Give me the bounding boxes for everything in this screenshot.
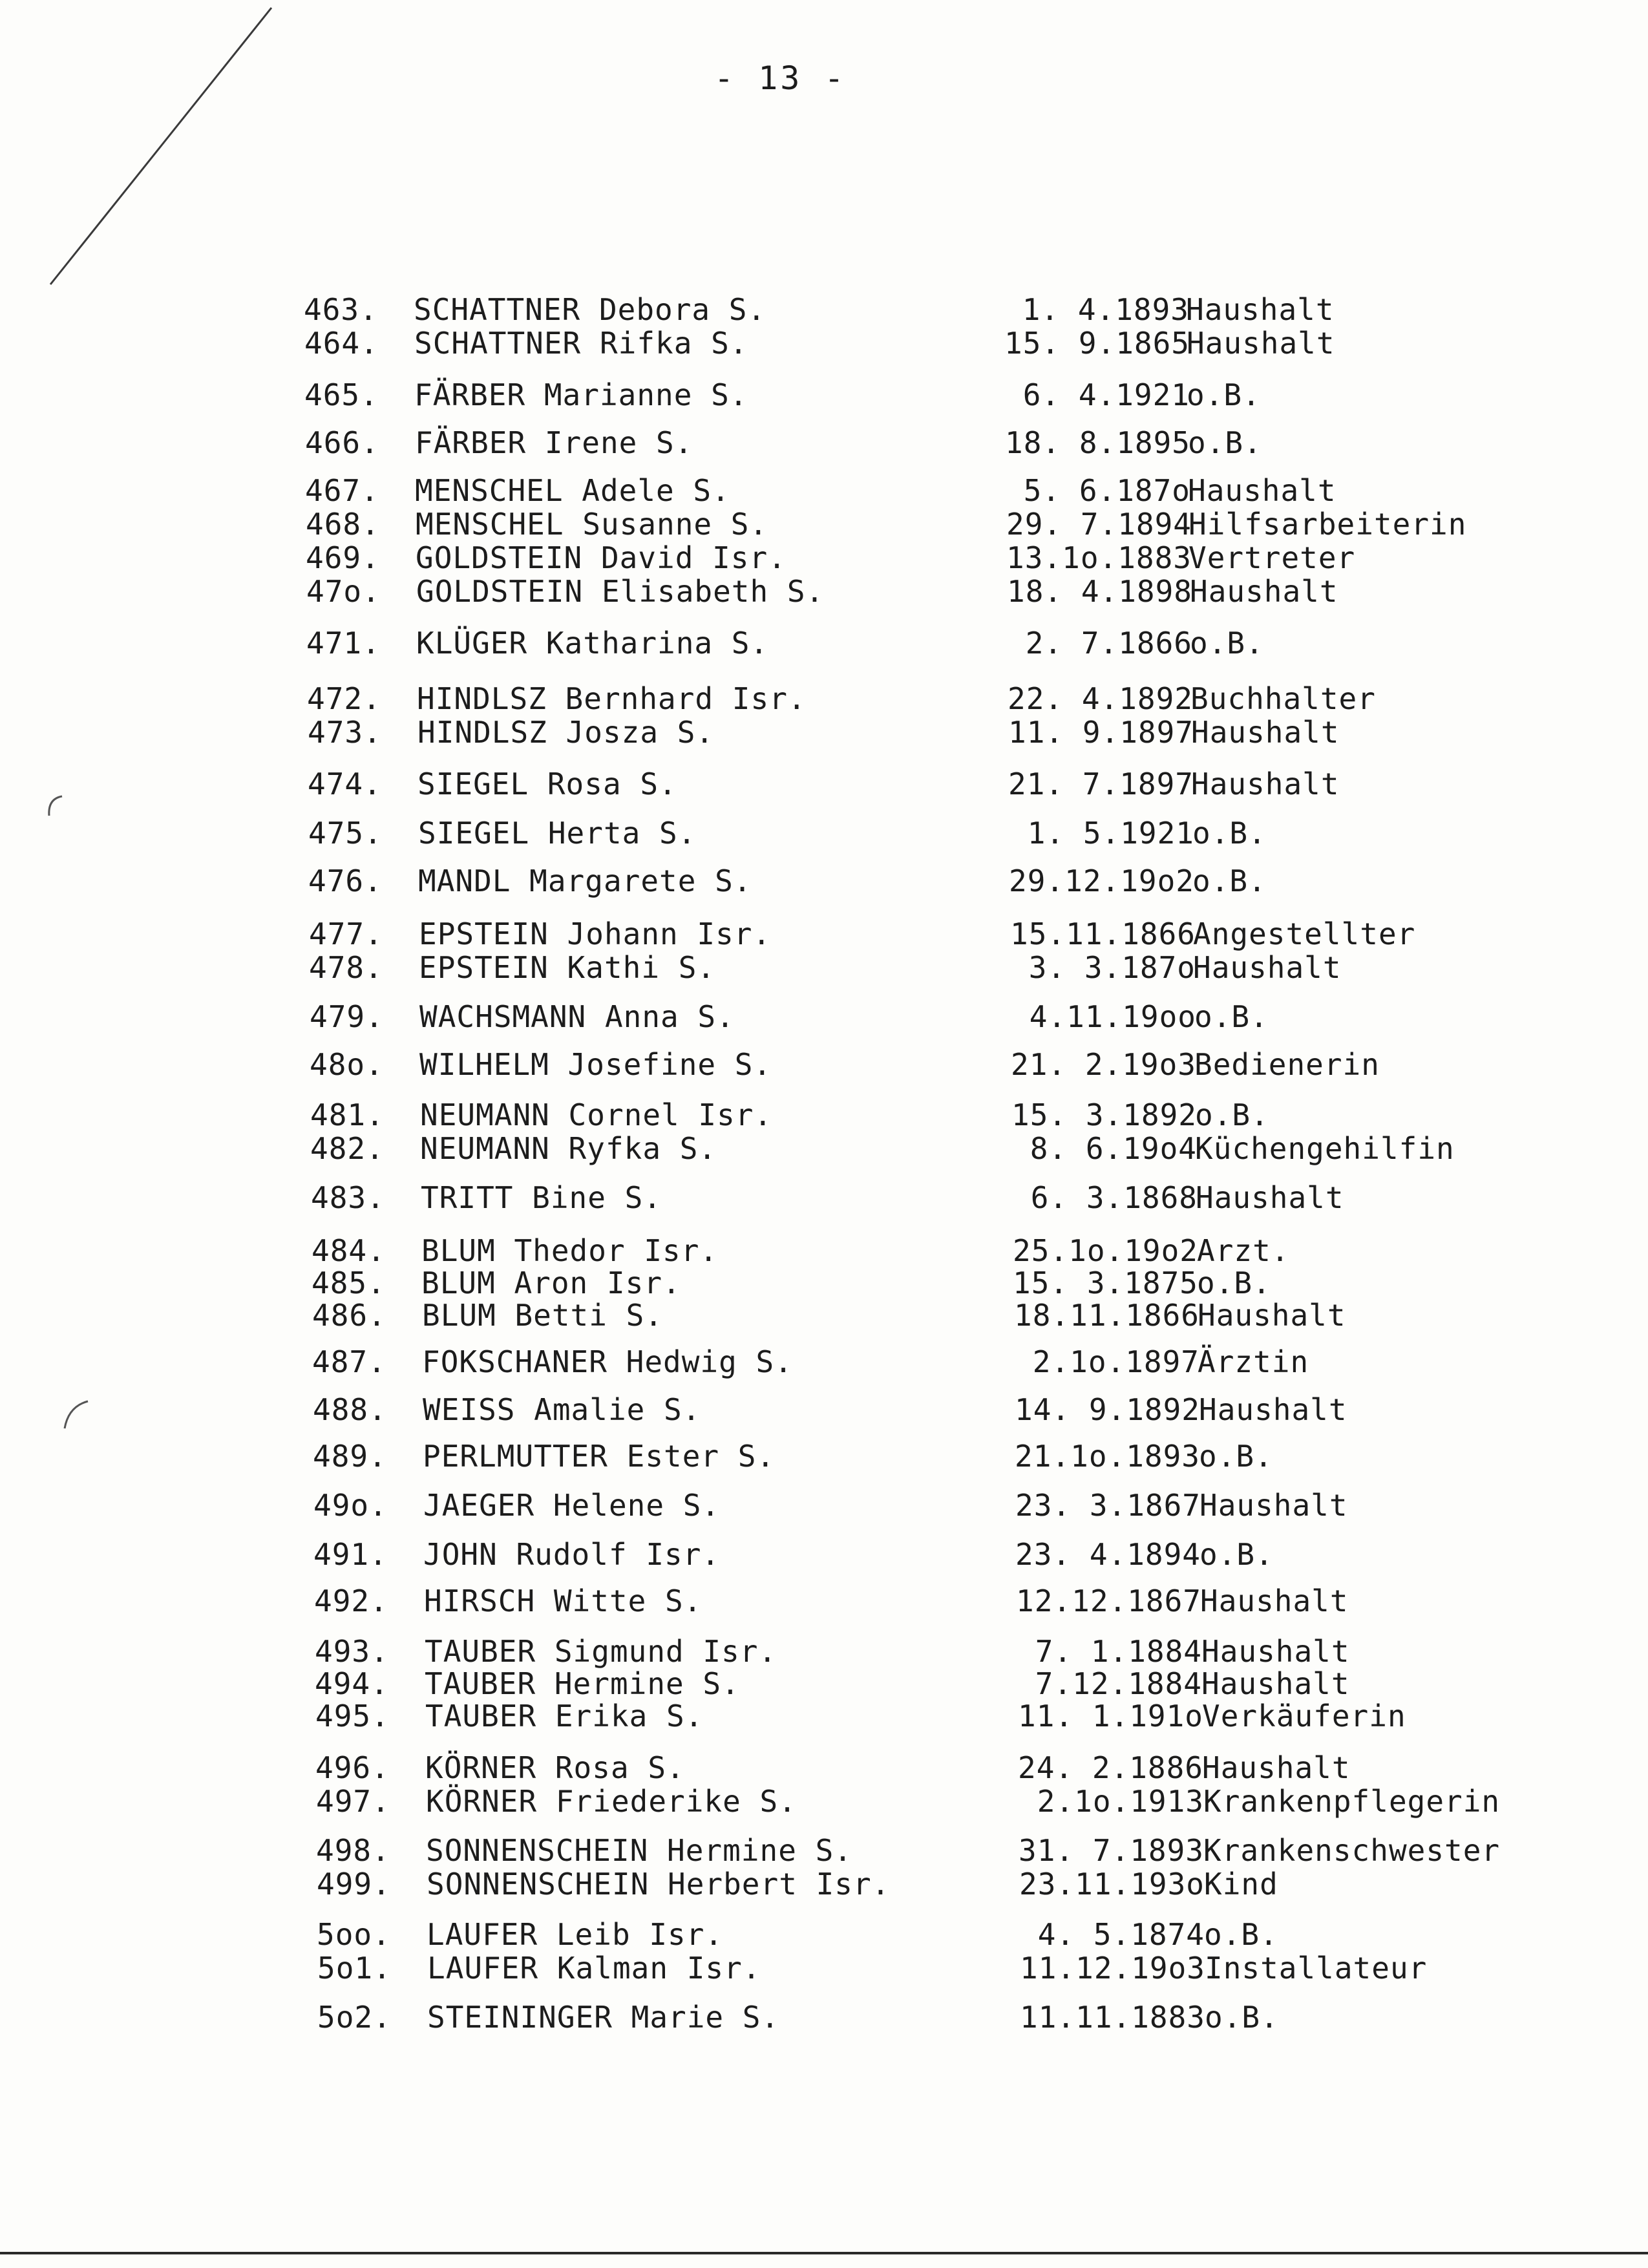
birth-date: 21.1o.1893 [1015, 1439, 1200, 1474]
person-name: SONNENSCHEIN Herbert Isr. [427, 1867, 891, 1902]
list-item [312, 1266, 1564, 1300]
occupation: o.B. [1195, 1097, 1269, 1132]
entry-number: 472. [307, 681, 381, 716]
person-name: SONNENSCHEIN Hermine S. [426, 1833, 852, 1868]
person-name: JAEGER Helene S. [423, 1488, 721, 1523]
birth-date: 18.11.1866 [1014, 1298, 1199, 1333]
birth-date: 4.11.19oo [1029, 999, 1196, 1034]
list-item [313, 1537, 1564, 1572]
birth-date: 15. 3.1875 [1013, 1266, 1198, 1300]
person-name: WACHSMANN Anna S. [419, 999, 735, 1034]
person-name: SCHATTNER Rifka S. [414, 326, 748, 361]
birth-date: 18. 8.1895 [1005, 425, 1190, 460]
birth-date: 1. 5.1921 [1027, 816, 1194, 851]
birth-date: 11. 9.1897 [1008, 715, 1194, 750]
birth-date: 15.11.1866 [1010, 917, 1196, 951]
entry-number: 489. [313, 1439, 387, 1474]
occupation: Krankenpflegerin [1203, 1784, 1501, 1819]
person-name: FÄRBER Marianne S. [414, 377, 748, 412]
entry-number: 491. [313, 1537, 388, 1572]
birth-date: 1. 4.1893 [1022, 292, 1189, 327]
list-item [315, 1750, 1564, 1785]
person-name: BLUM Betti S. [422, 1298, 664, 1333]
birth-date: 14. 9.1892 [1015, 1392, 1200, 1427]
birth-date: 18. 4.1898 [1007, 574, 1192, 609]
list-item [311, 1180, 1564, 1215]
list-item [313, 1488, 1564, 1523]
occupation: Haushalt [1193, 950, 1342, 985]
list-item [308, 864, 1564, 898]
occupation: o.B. [1192, 864, 1267, 898]
occupation: o.B. [1190, 626, 1264, 661]
entry-number: 473. [308, 715, 382, 750]
entry-number: 479. [310, 999, 384, 1034]
person-name: SCHATTNER Debora S. [414, 292, 766, 327]
entry-number: 478. [309, 950, 383, 985]
entry-number: 5oo. [317, 1917, 391, 1952]
person-name: PERLMUTTER Ester S. [423, 1439, 776, 1474]
birth-date: 2.1o.1913 [1037, 1784, 1204, 1819]
list-item [310, 1047, 1564, 1082]
person-name: LAUFER Leib Isr. [427, 1917, 724, 1952]
entry-number: 497. [316, 1784, 390, 1819]
list-item [305, 425, 1564, 460]
person-name: LAUFER Kalman Isr. [427, 1951, 761, 1986]
occupation: Haushalt [1200, 1584, 1349, 1618]
occupation: o.B. [1199, 1537, 1274, 1572]
birth-date: 11. 1.191o [1018, 1699, 1203, 1733]
entry-number: 494. [315, 1666, 389, 1701]
entry-number: 48o. [310, 1047, 384, 1082]
occupation: Haushalt [1199, 1488, 1348, 1523]
occupation: Haushalt [1188, 473, 1336, 508]
list-item [310, 1131, 1564, 1166]
person-name: STEININGER Marie S. [427, 2000, 780, 2035]
list-item [312, 1298, 1564, 1333]
list-item [317, 1951, 1564, 1986]
list-item [308, 767, 1564, 801]
birth-date: 2.1o.1897 [1032, 1344, 1199, 1379]
person-name: GOLDSTEIN Elisabeth S. [416, 574, 825, 609]
occupation: Installateur [1205, 1951, 1428, 1986]
occupation: Haushalt [1202, 1750, 1351, 1785]
occupation: Haushalt [1187, 326, 1335, 361]
birth-date: 25.1o.19o2 [1013, 1233, 1198, 1268]
person-name: NEUMANN Ryfka S. [420, 1131, 717, 1166]
list-item [317, 2000, 1564, 2035]
entry-number: 477. [309, 917, 383, 951]
entry-number: 498. [316, 1833, 390, 1868]
entry-number: 467. [305, 473, 379, 508]
person-name: KÖRNER Friederike S. [426, 1784, 797, 1819]
occupation: Haushalt [1196, 1180, 1344, 1215]
entry-number: 469. [306, 540, 380, 575]
entry-number: 474. [308, 767, 382, 801]
occupation: Haushalt [1191, 715, 1340, 750]
list-item [304, 292, 1564, 327]
entry-number: 463. [304, 292, 378, 327]
list-item [306, 507, 1564, 542]
person-name: JOHN Rudolf Isr. [423, 1537, 721, 1572]
list-item [308, 715, 1564, 750]
list-item [304, 377, 1564, 412]
person-name: MENSCHEL Adele S. [415, 473, 730, 508]
person-name: BLUM Thedor Isr. [421, 1233, 719, 1268]
list-item [312, 1344, 1564, 1379]
entry-number: 499. [317, 1867, 391, 1902]
person-name: EPSTEIN Johann Isr. [419, 917, 772, 951]
person-name: GOLDSTEIN David Isr. [416, 540, 787, 575]
entry-number: 496. [315, 1750, 390, 1785]
occupation: Ärztin [1198, 1344, 1309, 1379]
list-item [306, 540, 1564, 575]
birth-date: 3. 3.187o [1028, 950, 1196, 985]
occupation: Haushalt [1191, 767, 1340, 801]
birth-date: 7.12.1884 [1035, 1666, 1202, 1701]
list-item [307, 681, 1564, 716]
person-name: TAUBER Sigmund Isr. [425, 1634, 777, 1669]
occupation: Haushalt [1201, 1634, 1350, 1669]
birth-date: 21. 2.19o3 [1011, 1047, 1196, 1082]
person-name: NEUMANN Cornel Isr. [420, 1097, 773, 1132]
person-name: HINDLSZ Josza S. [417, 715, 715, 750]
person-name: WEISS Amalie S. [423, 1392, 701, 1427]
birth-date: 15. 3.1892 [1011, 1097, 1197, 1132]
scan-bottom-edge [0, 2252, 1648, 2254]
entry-number: 484. [312, 1233, 386, 1268]
person-name: TRITT Bine S. [421, 1180, 662, 1215]
occupation: o.B. [1197, 1266, 1271, 1300]
occupation: Haushalt [1201, 1666, 1350, 1701]
list-item [309, 917, 1564, 951]
birth-date: 6. 3.1868 [1030, 1180, 1198, 1215]
person-name: KÖRNER Rosa S. [425, 1750, 685, 1785]
birth-date: 22. 4.1892 [1008, 681, 1193, 716]
list-item [310, 999, 1564, 1034]
entry-number: 5o2. [317, 2000, 392, 2035]
person-name: KLÜGER Katharina S. [416, 626, 769, 661]
list-item [306, 626, 1564, 661]
entry-number: 482. [310, 1131, 385, 1166]
list-item [304, 326, 1564, 361]
entry-number: 492. [314, 1584, 388, 1618]
occupation: Verkäuferin [1202, 1699, 1406, 1733]
list-item [316, 1833, 1564, 1868]
person-name: TAUBER Erika S. [425, 1699, 704, 1733]
list-item [313, 1392, 1564, 1427]
entry-number: 488. [313, 1392, 387, 1427]
entry-number: 49o. [313, 1488, 388, 1523]
entry-number: 486. [312, 1298, 386, 1333]
occupation: o.B. [1204, 1917, 1278, 1952]
list-item [315, 1666, 1564, 1701]
person-name: MENSCHEL Susanne S. [416, 507, 768, 542]
occupation: Bedienerin [1194, 1047, 1380, 1082]
occupation: Angestellter [1193, 917, 1416, 951]
birth-date: 23.11.193o [1019, 1867, 1205, 1902]
occupation: Haushalt [1199, 1392, 1347, 1427]
person-name: FÄRBER Irene S. [415, 425, 693, 460]
page-number: - 13 - [714, 59, 847, 97]
birth-date: 2. 7.1866 [1025, 626, 1192, 661]
occupation: Kind [1204, 1867, 1278, 1902]
birth-date: 5. 6.187o [1023, 473, 1190, 508]
entry-number: 464. [304, 326, 379, 361]
list-item [309, 950, 1564, 985]
occupation: Vertreter [1188, 540, 1356, 575]
occupation: o.B. [1194, 999, 1269, 1034]
entry-number: 483. [311, 1180, 385, 1215]
birth-date: 6. 4.1921 [1022, 377, 1190, 412]
entry-number: 476. [308, 864, 383, 898]
person-name: FOKSCHANER Hedwig S. [422, 1344, 793, 1379]
occupation: Buchhalter [1190, 681, 1376, 716]
person-name: SIEGEL Rosa S. [417, 767, 677, 801]
birth-date: 21. 7.1897 [1008, 767, 1194, 801]
birth-date: 29. 7.1894 [1006, 507, 1192, 542]
occupation: Hilfsarbeiterin [1188, 507, 1467, 542]
occupation: o.B. [1187, 377, 1261, 412]
person-name: WILHELM Josefine S. [419, 1047, 772, 1082]
birth-date: 11.11.1883 [1020, 2000, 1205, 2035]
entry-number: 495. [315, 1699, 390, 1733]
occupation: Haushalt [1190, 574, 1338, 609]
person-name: HIRSCH Witte S. [424, 1584, 703, 1618]
occupation: Krankenschwester [1203, 1833, 1501, 1868]
list-item [314, 1584, 1564, 1618]
birth-date: 24. 2.1886 [1018, 1750, 1203, 1785]
occupation: o.B. [1199, 1439, 1273, 1474]
birth-date: 13.1o.1883 [1006, 540, 1192, 575]
entry-number: 468. [306, 507, 380, 542]
entry-number: 475. [308, 816, 383, 851]
entry-number: 47o. [306, 574, 381, 609]
occupation: o.B. [1188, 425, 1262, 460]
entry-number: 471. [306, 626, 381, 661]
list-item [317, 1917, 1564, 1952]
person-name: SIEGEL Herta S. [418, 816, 697, 851]
person-name: TAUBER Hermine S. [425, 1666, 740, 1701]
occupation: Arzt. [1197, 1233, 1290, 1268]
occupation: o.B. [1205, 2000, 1279, 2035]
birth-date: 4. 5.1874 [1037, 1917, 1205, 1952]
entry-number: 487. [312, 1344, 386, 1379]
entry-number: 465. [304, 377, 379, 412]
person-name: HINDLSZ Bernhard Isr. [417, 681, 807, 716]
occupation: o.B. [1192, 816, 1267, 851]
birth-date: 31. 7.1893 [1019, 1833, 1204, 1868]
entry-number: 466. [305, 425, 379, 460]
birth-date: 29.12.19o2 [1009, 864, 1194, 898]
occupation: Haushalt [1186, 292, 1335, 327]
list-item [313, 1439, 1564, 1474]
person-name: EPSTEIN Kathi S. [419, 950, 716, 985]
entry-number: 481. [310, 1097, 385, 1132]
birth-date: 12.12.1867 [1016, 1584, 1201, 1618]
list-item [316, 1784, 1564, 1819]
list-item [317, 1867, 1564, 1902]
birth-date: 7. 1.1884 [1035, 1634, 1202, 1669]
list-item [315, 1699, 1564, 1733]
list-item [312, 1233, 1564, 1268]
person-name: MANDL Margarete S. [418, 864, 752, 898]
birth-date: 23. 3.1867 [1015, 1488, 1201, 1523]
list-item [315, 1634, 1564, 1669]
list-item [305, 473, 1564, 508]
entry-number: 485. [312, 1266, 386, 1300]
list-item [310, 1097, 1564, 1132]
birth-date: 15. 9.1865 [1004, 326, 1190, 361]
occupation: Küchengehilfin [1195, 1131, 1455, 1166]
birth-date: 8. 6.19o4 [1030, 1131, 1197, 1166]
list-item [308, 816, 1564, 851]
entry-number: 5o1. [317, 1951, 392, 1986]
birth-date: 23. 4.1894 [1015, 1537, 1201, 1572]
entry-number: 493. [315, 1634, 389, 1669]
birth-date: 11.12.19o3 [1020, 1951, 1205, 1986]
list-item [306, 574, 1564, 609]
person-name: BLUM Aron Isr. [421, 1266, 681, 1300]
occupation: Haushalt [1198, 1298, 1346, 1333]
